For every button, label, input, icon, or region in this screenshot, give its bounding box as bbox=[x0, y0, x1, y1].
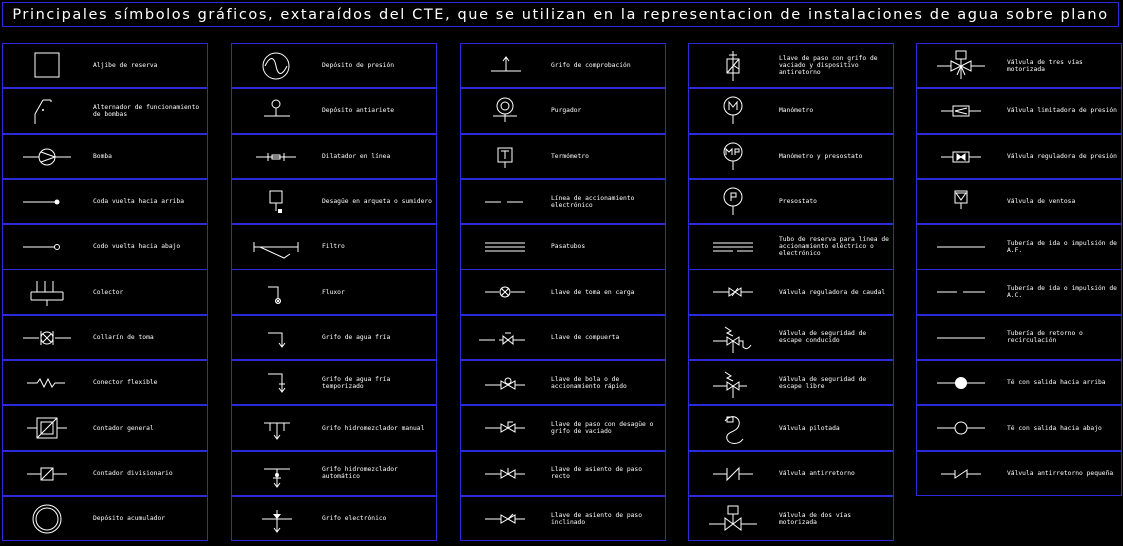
symbol-label: Bomba bbox=[93, 152, 112, 160]
symbol-cell bbox=[460, 269, 666, 314]
symbol-cell bbox=[916, 269, 1122, 314]
symbol-cell bbox=[231, 269, 437, 314]
symbol-label: Tubería de ida o impulsión de A.C. bbox=[1007, 285, 1117, 300]
ball-valve-icon bbox=[475, 364, 535, 402]
symbol-cell bbox=[2, 134, 208, 179]
tee-up-icon bbox=[931, 364, 991, 402]
symbol-cell bbox=[688, 179, 894, 224]
cold-tap-icon bbox=[246, 319, 306, 357]
symbol-label: Grifo de agua fría bbox=[322, 333, 391, 341]
symbol-cell bbox=[2, 179, 208, 224]
symbol-label: Llave de compuerta bbox=[551, 333, 620, 341]
symbol-cell bbox=[231, 451, 437, 496]
symbol-cell bbox=[916, 315, 1122, 360]
reserve-tube-icon bbox=[703, 228, 763, 266]
return-pipe-icon bbox=[931, 319, 991, 357]
small-check-valve-icon bbox=[931, 455, 991, 493]
symbol-label: Tubería de ida o impulsión de A.F. bbox=[1007, 239, 1117, 254]
symbol-cell bbox=[688, 360, 894, 405]
symbol-label: Contador general bbox=[93, 424, 154, 432]
pressure-limit-valve-icon bbox=[931, 92, 991, 130]
check-drain-valve-icon bbox=[703, 47, 763, 85]
symbol-cell bbox=[2, 360, 208, 405]
symbol-cell bbox=[2, 315, 208, 360]
symbol-cell bbox=[2, 451, 208, 496]
symbol-label: Llave de paso con grifo de vaciado y dispositivo antiretorno bbox=[779, 55, 878, 77]
pipe-sleeve-icon bbox=[475, 228, 535, 266]
symbol-cell bbox=[2, 88, 208, 133]
symbol-cell bbox=[231, 315, 437, 360]
symbol-cell bbox=[916, 224, 1122, 269]
symbol-cell bbox=[916, 134, 1122, 179]
symbol-label: Manómetro y presostato bbox=[779, 152, 863, 160]
symbol-cell bbox=[460, 179, 666, 224]
check-valve-icon bbox=[703, 455, 763, 493]
symbol-cell bbox=[688, 315, 894, 360]
symbol-cell bbox=[916, 43, 1122, 88]
tee-down-icon bbox=[931, 409, 991, 447]
symbol-cell bbox=[916, 88, 1122, 133]
symbol-label: Grifo de agua fría temporizado bbox=[322, 375, 391, 390]
manometer-pressostat-icon bbox=[703, 138, 763, 176]
symbol-cell bbox=[460, 405, 666, 450]
three-way-motor-valve-icon bbox=[931, 47, 991, 85]
symbol-label: Codo vuelta hacia abajo bbox=[93, 243, 181, 251]
gate-valve-icon bbox=[475, 319, 535, 357]
symbol-cell bbox=[231, 496, 437, 541]
tap-collar-icon bbox=[17, 319, 77, 357]
collector-icon bbox=[17, 273, 77, 311]
symbol-label: Conector flexible bbox=[93, 379, 158, 387]
symbol-cell bbox=[231, 134, 437, 179]
symbol-cell bbox=[231, 224, 437, 269]
symbol-label: Alternador de funcionamiento de bombas bbox=[93, 103, 200, 118]
symbol-label: Depósito antiariete bbox=[322, 107, 395, 115]
symbol-cell bbox=[2, 269, 208, 314]
symbol-label: Válvula reguladora de caudal bbox=[779, 288, 886, 296]
symbol-label: Collarín de toma bbox=[93, 333, 154, 341]
symbol-cell bbox=[460, 43, 666, 88]
symbol-label: Té con salida hacia arriba bbox=[1007, 379, 1106, 387]
symbol-cell bbox=[688, 43, 894, 88]
timed-cold-tap-icon bbox=[246, 364, 306, 402]
symbol-label: Tubo de reserva para línea de accionamiento eléctrico o electrónico bbox=[779, 236, 889, 258]
pressure-regulator-valve-icon bbox=[931, 138, 991, 176]
manometer-icon bbox=[703, 92, 763, 130]
pilot-valve-icon bbox=[703, 409, 763, 447]
symbol-label: Válvula de tres vías motorizada bbox=[1007, 58, 1083, 73]
symbol-column bbox=[688, 43, 894, 541]
symbol-cell bbox=[231, 360, 437, 405]
symbol-cell bbox=[460, 451, 666, 496]
air-vent-valve-icon bbox=[931, 183, 991, 221]
pressostat-icon bbox=[703, 183, 763, 221]
two-way-motor-valve-icon bbox=[703, 500, 763, 538]
electronic-tap-icon bbox=[246, 500, 306, 538]
general-meter-icon bbox=[17, 409, 77, 447]
symbol-label: Grifo hidromezclador automático bbox=[322, 466, 398, 481]
symbol-label: Presostato bbox=[779, 198, 817, 206]
symbol-cell bbox=[2, 43, 208, 88]
symbol-label: Válvula de ventosa bbox=[1007, 198, 1076, 206]
symbol-label: Válvula de seguridad de escape libre bbox=[779, 375, 867, 390]
symbol-cell bbox=[460, 360, 666, 405]
symbol-label: Desagüe en arqueta o sumidero bbox=[322, 198, 432, 206]
symbol-label: Llave de asiento de paso inclinado bbox=[551, 511, 642, 526]
symbol-label: Té con salida hacia abajo bbox=[1007, 424, 1102, 432]
symbol-label: Línea de accionamiento electrónico bbox=[551, 194, 635, 209]
symbol-label: Válvula reguladora de presión bbox=[1007, 152, 1117, 160]
safety-valve-ducted-icon bbox=[703, 319, 763, 357]
flush-valve-icon bbox=[246, 273, 306, 311]
symbol-label: Grifo hidromezclador manual bbox=[322, 424, 425, 432]
load-tap-valve-icon bbox=[475, 273, 535, 311]
filter-icon bbox=[246, 228, 306, 266]
symbol-cell bbox=[460, 224, 666, 269]
symbol-label: Purgador bbox=[551, 107, 582, 115]
symbol-cell bbox=[916, 451, 1122, 496]
symbol-label: Válvula antirretorno pequeña bbox=[1007, 469, 1114, 477]
auto-mixer-icon bbox=[246, 455, 306, 493]
pump-icon bbox=[17, 138, 77, 176]
symbol-column bbox=[2, 43, 208, 541]
page-title: Principales símbolos gráficos, extaraídos del CTE, que se utilizan en la representacion de instalaciones de agua sobre plano bbox=[2, 2, 1119, 27]
flex-connector-icon bbox=[17, 364, 77, 402]
symbol-label: Depósito acumulador bbox=[93, 515, 166, 523]
symbol-label: Llave de bola o de accionamiento rápido bbox=[551, 375, 627, 390]
symbol-label: Llave de asiento de paso recto bbox=[551, 466, 642, 481]
symbol-label: Coda vuelta hacia arriba bbox=[93, 198, 184, 206]
anti-ram-tank-icon bbox=[246, 92, 306, 130]
divisional-meter-icon bbox=[17, 455, 77, 493]
inline-expander-icon bbox=[246, 138, 306, 176]
symbol-cell bbox=[231, 179, 437, 224]
symbol-cell bbox=[688, 134, 894, 179]
purger-icon bbox=[475, 92, 535, 130]
symbol-cell bbox=[460, 315, 666, 360]
symbol-cell bbox=[231, 43, 437, 88]
symbol-label: Pasatubos bbox=[551, 243, 586, 251]
square-icon bbox=[17, 47, 77, 85]
symbol-cell bbox=[688, 88, 894, 133]
thermometer-icon bbox=[475, 138, 535, 176]
manual-mixer-icon bbox=[246, 409, 306, 447]
symbol-cell bbox=[231, 405, 437, 450]
symbol-label: Manómetro bbox=[779, 107, 814, 115]
check-tap-icon bbox=[475, 47, 535, 85]
symbol-label: Válvula limitadora de presión bbox=[1007, 107, 1117, 115]
symbol-cell bbox=[916, 179, 1122, 224]
symbol-cell bbox=[2, 496, 208, 541]
symbol-label: Termómetro bbox=[551, 152, 589, 160]
symbol-cell bbox=[916, 360, 1122, 405]
symbol-label: Válvula de dos vías motorizada bbox=[779, 511, 852, 526]
safety-valve-free-icon bbox=[703, 364, 763, 402]
alternator-icon bbox=[17, 92, 77, 130]
symbol-label: Grifo de comprobación bbox=[551, 62, 631, 70]
straight-seat-valve-icon bbox=[475, 455, 535, 493]
symbol-cell bbox=[688, 224, 894, 269]
symbol-cell bbox=[2, 224, 208, 269]
cold-supply-pipe-icon bbox=[931, 228, 991, 266]
symbol-label: Válvula pilotada bbox=[779, 424, 840, 432]
symbol-label: Válvula de seguridad de escape conducido bbox=[779, 330, 867, 345]
hot-supply-pipe-icon bbox=[931, 273, 991, 311]
symbol-label: Aljibe de reserva bbox=[93, 62, 158, 70]
flow-regulator-icon bbox=[703, 273, 763, 311]
symbol-label: Colector bbox=[93, 288, 124, 296]
electronic-line-icon bbox=[475, 183, 535, 221]
symbol-label: Llave de toma en carga bbox=[551, 288, 635, 296]
symbol-label: Fluxor bbox=[322, 288, 345, 296]
symbol-cell bbox=[688, 405, 894, 450]
symbol-column bbox=[231, 43, 437, 541]
symbol-cell bbox=[460, 496, 666, 541]
symbol-cell bbox=[2, 405, 208, 450]
symbol-cell bbox=[231, 88, 437, 133]
inclined-seat-valve-icon bbox=[475, 500, 535, 538]
accumulator-tank-icon bbox=[17, 500, 77, 538]
symbol-column bbox=[460, 43, 666, 541]
symbol-label: Filtro bbox=[322, 243, 345, 251]
symbol-cell bbox=[688, 451, 894, 496]
drain-icon bbox=[246, 183, 306, 221]
symbol-cell bbox=[688, 496, 894, 541]
symbol-label: Dilatador en línea bbox=[322, 152, 391, 160]
symbol-label: Depósito de presión bbox=[322, 62, 395, 70]
symbol-cell bbox=[460, 88, 666, 133]
symbol-label: Tubería de retorno o recirculación bbox=[1007, 330, 1083, 345]
symbol-cell bbox=[688, 269, 894, 314]
symbol-column bbox=[916, 43, 1122, 496]
symbol-label: Grifo electrónico bbox=[322, 515, 387, 523]
pressure-tank-icon bbox=[246, 47, 306, 85]
symbol-cell bbox=[916, 405, 1122, 450]
symbol-label: Válvula antirretorno bbox=[779, 469, 855, 477]
drain-valve-icon bbox=[475, 409, 535, 447]
elbow-up-icon bbox=[17, 183, 77, 221]
symbol-label: Contador divisionario bbox=[93, 469, 173, 477]
symbol-cell bbox=[460, 134, 666, 179]
symbol-label: Llave de paso con desagüe o grifo de vaciado bbox=[551, 421, 654, 436]
elbow-down-icon bbox=[17, 228, 77, 266]
